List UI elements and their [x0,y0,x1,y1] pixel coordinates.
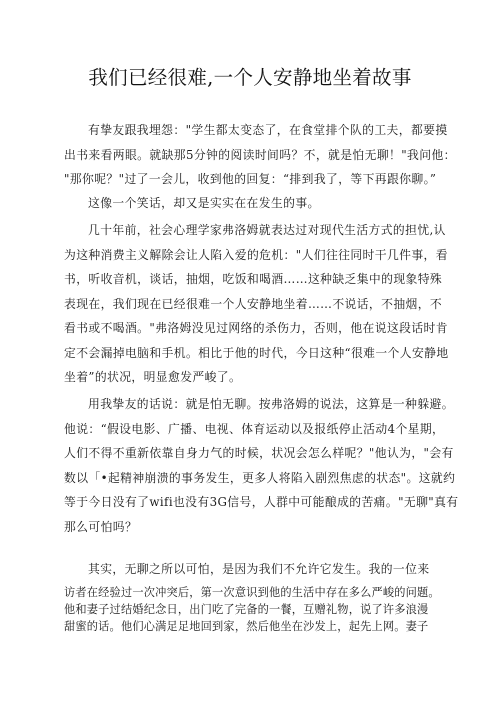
text-line: 用我挚友的话说：就是怕无聊。按弗洛姆的说法，这算是一种躲避。 [88,397,454,411]
document-title: 我们已经很难,一个人安静地坐着故事 [88,66,412,89]
text-line: 坐着”的状况，明显愈发严峻了。 [64,370,242,384]
text-line: 有挚友跟我埋怨："学生都太变态了，在食堂排个队的工夫，都要摸 [88,123,448,137]
text-line: 这像一个笑话，却又是实实在在发生的事。 [88,196,320,210]
text-line: 数以「•起精神崩溃的事务发生，更多人将陷入剧烈焦虑的状态"。这就约 [64,471,456,485]
text-line: "那你呢？"过了一会儿，收到他的回复：“排到我了，等下再跟你聊。” [64,172,437,186]
text-line: 访者在经验过一次冲突后，第一次意识到他的生活中存在多么严峻的问题。 [64,586,440,599]
text-line: 表现在，我们现在已经很难一个人安静地坐着……不说话，不抽烟，不 [64,297,443,311]
text-line: 定不会漏掉电脑和手机。相比于他的时代，今日这种“很难一个人安静地 [64,346,449,360]
text-line: 那么可怕吗？ [64,520,138,534]
text-line: 他说：“假设电影、广播、电视、体育运动以及报纸停止活动4个星期， [64,422,445,436]
text-line: 书，听收音机，谈话，抽烟，吃饭和喝酒……这种缺乏集中的现象特殊 [64,272,443,286]
text-line: 等于今日没有了wifi也没有3G信号，人群中可能酿成的苦痛。"无聊"真有 [64,495,459,509]
text-line: 出书来看两眼。就缺那5分钟的阅读时间吗？不，就是怕无聊！"我问他： [64,148,456,162]
text-line: 几十年前，社会心理学家弗洛姆就表达过对现代生活方式的担忧,认 [88,223,446,237]
text-line: 其实，无聊之所以可怕，是因为我们不允许它发生。我的一位来 [88,562,430,576]
text-line: 人们不得不重新依靠自身力气的时候，状况会怎么样呢？"他认为，"会有 [64,446,454,460]
text-line: 他和妻子过结婚纪念日，出门吃了完备的一餐，互赠礼物，说了许多浪漫 [64,603,429,616]
text-line: 为这种消费主义解除会让人陷入爱的危机："人们往往同时干几件事，看 [64,248,448,262]
text-line: 甜蜜的话。他们心满足足地回到家，然后他坐在沙发上，起先上网。妻子 [64,620,429,633]
text-line: 看书或不喝酒。"弗洛姆没见过网络的杀伤力，否则，他在说这段话时肯 [64,321,448,335]
